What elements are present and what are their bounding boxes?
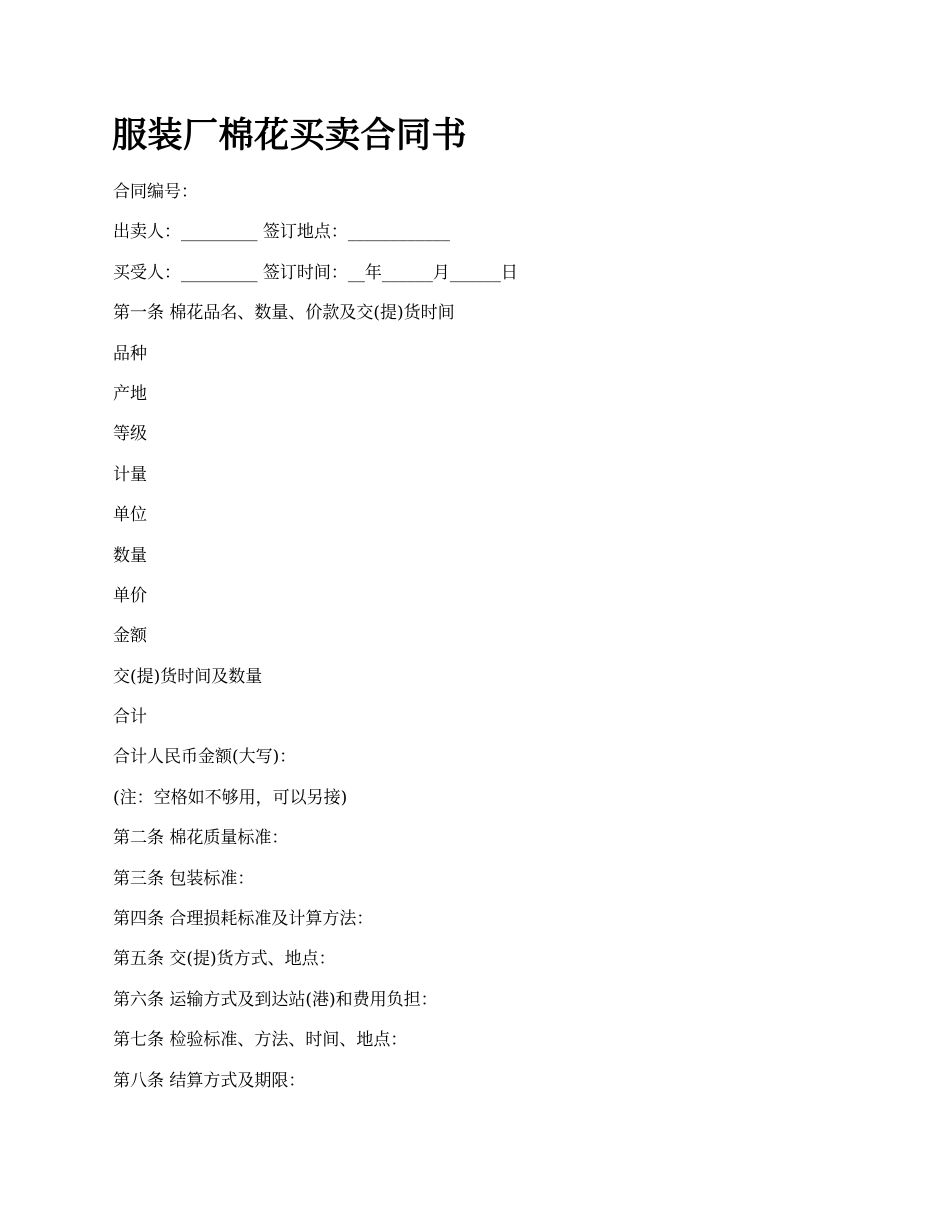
contract-body xyxy=(113,176,873,1105)
seller-line: 出卖人：_________ 签订地点：____________ xyxy=(113,222,450,243)
document-title: 服装厂棉花买卖合同书 xyxy=(112,116,468,156)
article-3: 第三条 包装标准： xyxy=(113,868,255,889)
article-7: 第七条 检验标准、方法、时间、地点： xyxy=(113,1030,408,1051)
field-total: 合计 xyxy=(113,707,147,728)
article-8: 第八条 结算方式及期限： xyxy=(113,1070,306,1091)
field-grade: 等级 xyxy=(113,424,147,445)
field-amount: 金额 xyxy=(113,626,147,647)
article-4: 第四条 合理损耗标准及计算方法： xyxy=(113,909,374,930)
field-unit: 单位 xyxy=(113,505,147,526)
contract-number-line: 合同编号： xyxy=(113,182,198,202)
field-measurement: 计量 xyxy=(113,464,147,485)
field-quantity: 数量 xyxy=(113,545,147,566)
field-unit-price: 单价 xyxy=(113,585,147,606)
total-rmb-amount-line: 合计人民币金额(大写)： xyxy=(113,747,297,768)
article-2: 第二条 棉花质量标准： xyxy=(113,828,289,849)
article-5: 第五条 交(提)货方式、地点： xyxy=(113,949,336,970)
article-6: 第六条 运输方式及到达站(港)和费用负担： xyxy=(113,989,438,1010)
field-delivery-time-quantity: 交(提)货时间及数量 xyxy=(113,666,263,687)
article-1-heading: 第一条 棉花品名、数量、价款及交(提)货时间 xyxy=(113,303,455,324)
field-variety: 品种 xyxy=(113,343,147,364)
note-line: (注：空格如不够用，可以另接) xyxy=(113,787,348,808)
field-origin: 产地 xyxy=(113,383,147,404)
buyer-line: 买受人：_________ 签订时间：__年______月______日 xyxy=(113,262,518,283)
